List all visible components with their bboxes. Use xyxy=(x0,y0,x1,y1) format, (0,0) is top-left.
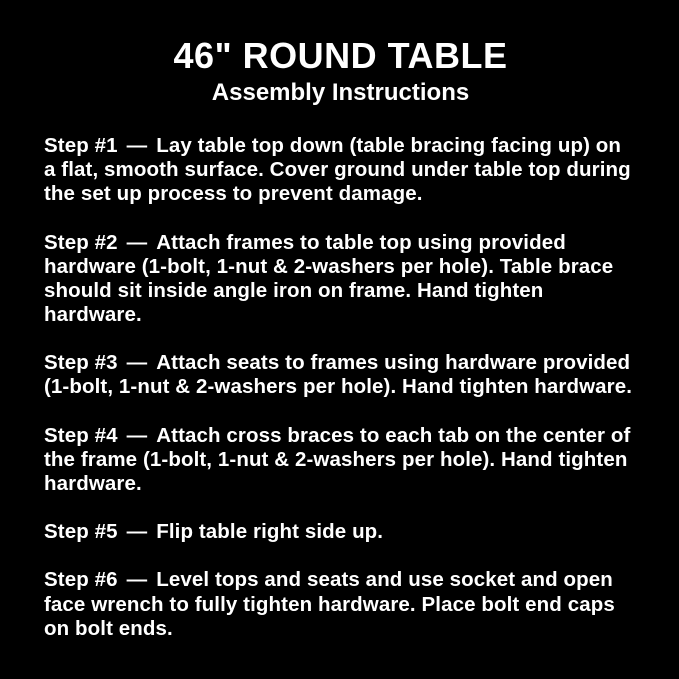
step-3-separator: — xyxy=(126,351,148,375)
step-5-text: Flip table right side up. xyxy=(156,520,384,544)
step-2 xyxy=(44,231,637,328)
step-5-label: Step #5 xyxy=(44,520,118,544)
step-1-label: Step #1 xyxy=(44,133,118,157)
step-6-text: Level tops and seats and use socket and open face wrench to fully tighten hardware. Place bolt end caps on bolt ends. xyxy=(44,568,615,640)
step-4-label: Step #4 xyxy=(44,423,118,447)
step-5-separator: — xyxy=(126,520,148,544)
step-4-separator: — xyxy=(126,423,148,447)
page-subtitle: Assembly Instructions xyxy=(211,78,470,106)
step-3-text: Attach seats to frames using hardware provided (1-bolt, 1-nut & 2-washers per hole). Hand tighten hardware. xyxy=(44,351,633,399)
step-3 xyxy=(44,351,637,399)
step-1-separator: — xyxy=(126,133,148,157)
step-5 xyxy=(44,520,637,544)
step-1-text: Lay table top down (table bracing facing up) on a flat, smooth surface. Cover ground under table top during the set up process to prevent damage. xyxy=(44,133,631,206)
page-title: 46" ROUND TABLE xyxy=(173,35,508,76)
step-6-label: Step #6 xyxy=(44,568,118,592)
step-2-separator: — xyxy=(126,230,148,254)
step-4 xyxy=(44,424,637,497)
step-3-label: Step #3 xyxy=(44,351,118,375)
step-6 xyxy=(44,568,637,641)
step-2-label: Step #2 xyxy=(44,230,118,254)
step-6-separator: — xyxy=(126,568,148,592)
step-1 xyxy=(44,134,637,207)
step-4-text: Attach cross braces to each tab on the center of the frame (1-bolt, 1-nut & 2-washers per hole). Hand tighten hardware. xyxy=(44,423,631,496)
step-2-text: Attach frames to table top using provided hardware (1-bolt, 1-nut & 2-washers per hole). Table brace should sit inside angle iron on frame. Hand tighten hardware. xyxy=(44,230,614,327)
